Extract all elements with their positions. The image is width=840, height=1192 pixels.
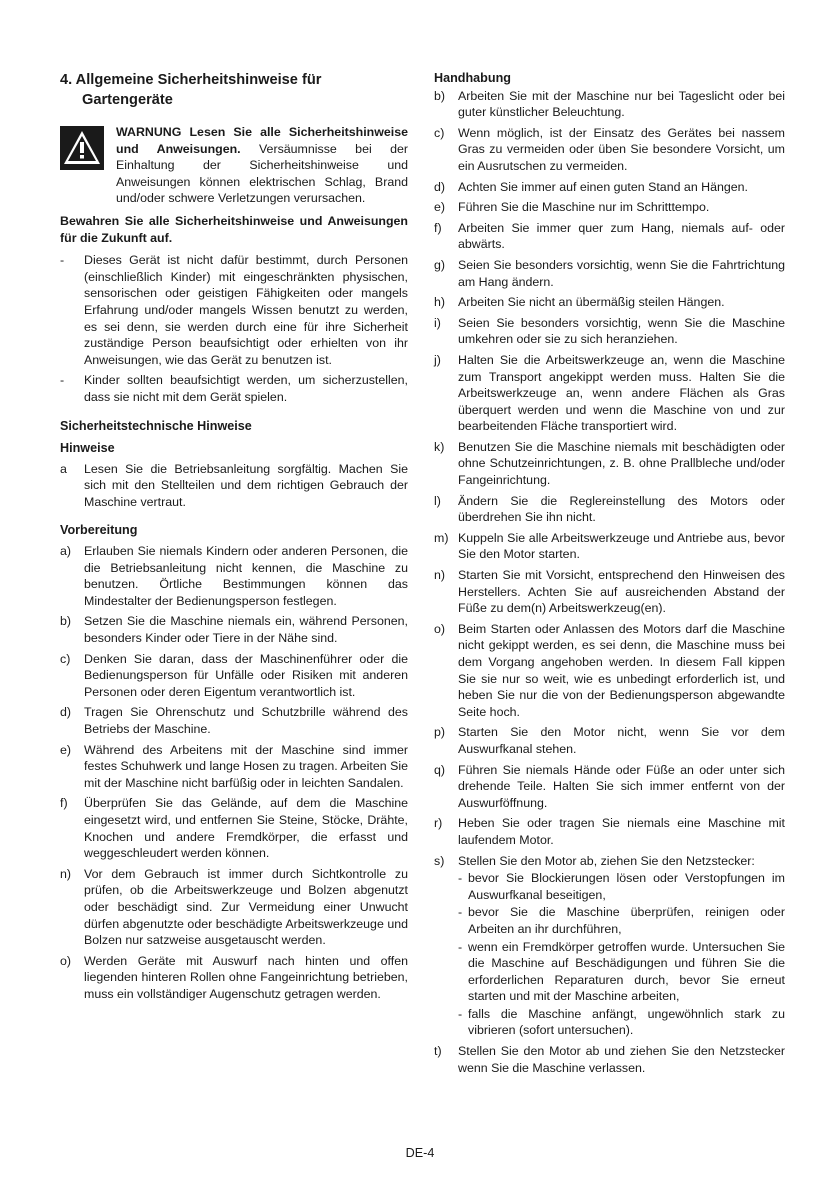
item-marker: c) <box>434 125 445 140</box>
item-text: Überprüfen Sie das Gelände, auf dem die Maschine eingesetzt wird, und entfernen Sie Steine, Stöcke, Drähte, Knochen und andere Fremdkörper, die erfasst und weggeschleudert werden können. <box>84 796 408 861</box>
item-marker: f) <box>434 220 442 235</box>
sub-item-text: bevor Sie die Maschine überprüfen, reinigen oder Arbeiten an ihr durchführen, <box>468 905 785 936</box>
item-marker: j) <box>434 352 441 367</box>
list-item <box>434 179 785 196</box>
sub-marker: - <box>458 871 463 886</box>
list-item <box>434 1043 785 1076</box>
sub-list-item <box>458 904 785 937</box>
item-marker: m) <box>434 530 449 545</box>
list-item <box>434 762 785 812</box>
list-item <box>60 461 408 511</box>
item-marker: r) <box>434 816 443 831</box>
item-text: Denken Sie daran, dass der Maschinenführer oder die Bedienungsperson für Unfälle oder Risiken mit anderen Personen oder deren Eigentum verantwortlich ist. <box>84 651 408 699</box>
item-text: Stellen Sie den Motor ab, ziehen Sie den Netzstecker: <box>458 853 755 868</box>
keep-instructions-note: Bewahren Sie alle Sicherheitshinweise und Anweisungen für die Zukunft auf. <box>60 213 408 245</box>
item-text: Arbeiten Sie immer quer zum Hang, niemals auf- oder abwärts. <box>458 220 785 252</box>
list-item <box>60 795 408 861</box>
list-item <box>60 252 408 368</box>
item-text: Setzen Sie die Maschine niemals ein, während Personen, besonders Kinder oder Tiere in der Nähe sind. <box>84 614 408 646</box>
handling-list <box>434 88 785 1077</box>
list-item <box>434 439 785 489</box>
safety-heading: Sicherheitstechnische Hinweise <box>60 418 252 433</box>
warning-body: Versäumnisse bei der Einhaltung der Sicherheitshinweise und Anweisungen können elektrischen Schlag, Brand und/oder schwere Verletzungen verursachen. <box>116 141 408 206</box>
item-text: Während des Arbeitens mit der Maschine sind immer festes Schuhwerk und lange Hosen zu tragen. Arbeiten Sie mit der Maschine nicht barfüßig oder in leichten Sandalen. <box>84 742 408 790</box>
item-marker: o) <box>434 621 446 636</box>
item-text: Seien Sie besonders vorsichtig, wenn Sie die Maschine umkehren oder sie zu sich heranziehen. <box>458 315 785 347</box>
warning-block <box>60 124 408 207</box>
preparation-heading: Vorbereitung <box>60 523 138 538</box>
list-item <box>434 257 785 290</box>
preparation-list <box>60 543 408 1002</box>
item-text: Starten Sie den Motor nicht, wenn Sie vor dem Auswurfkanal stehen. <box>458 725 785 756</box>
item-text: Tragen Sie Ohrenschutz und Schutzbrille während des Betriebs der Maschine. <box>84 705 408 736</box>
item-marker: d) <box>434 179 446 194</box>
section-title: 4. Allgemeine Sicherheitshinweise für Gartengeräte <box>60 72 322 108</box>
item-text: Vor dem Gebrauch ist immer durch Sichtkontrolle zu prüfen, ob die Arbeitswerkzeuge und Bolzen abgenutzt oder beschädigt sind. Zur Vermeidung einer Unwucht dürfen abgenutzte oder beschädigte Arbeitswerkzeuge und Bolzen nur satzweise ausgetauscht werden. <box>84 866 408 948</box>
item-text: Dieses Gerät ist nicht dafür bestimmt, durch Personen (einschließlich Kinder) mit eingeschränkten physischen, sensorischen oder geistigen Fähigkeiten oder mangels Erfahrung und/oder mangels Wissen benutzt zu werden, es sei denn, sie werden durch eine für ihre Sicherheit zuständige Person beaufsichtigt oder erhielten von ihr Anweisungen, wie das Gerät zu benutzen ist. <box>84 253 408 367</box>
item-marker: - <box>60 253 65 268</box>
item-text: Arbeiten Sie nicht an übermäßig steilen Hängen. <box>458 295 725 310</box>
item-text: Ändern Sie die Reglereinstellung des Motors oder überdrehen Sie ihn nicht. <box>458 493 785 525</box>
list-item <box>434 315 785 348</box>
sub-marker: - <box>458 905 463 920</box>
list-item <box>434 88 785 121</box>
sub-item-text: falls die Maschine anfängt, ungewöhnlich stark zu vibrieren (sofort untersuchen). <box>468 1006 785 1038</box>
list-item <box>60 704 408 737</box>
item-marker: l) <box>434 493 441 508</box>
warning-lead: WARNUNG Lesen Sie alle Sicherheitshinweise und Anweisungen. <box>116 125 408 156</box>
item-marker: n) <box>434 568 446 583</box>
sub-item-text: wenn ein Fremdkörper getroffen wurde. Untersuchen Sie die Maschine auf Beschädigungen und führen Sie die erforderlichen Reparaturen durch, bevor Sie erneut starten und mit der Maschine arbeiten, <box>468 939 785 1004</box>
item-text: Seien Sie besonders vorsichtig, wenn Sie die Fahrtrichtung am Hang ändern. <box>458 257 785 289</box>
list-item <box>60 651 408 701</box>
item-text: Erlauben Sie niemals Kindern oder anderen Personen, die die Betriebsanleitung nicht kennen, die Maschine zu benutzen. Örtliche Bestimmungen können das Mindestalter der Bedienungsperson festlegen. <box>84 544 408 608</box>
page-number: DE-4 <box>405 1146 435 1160</box>
item-text: Benutzen Sie die Maschine niemals mit beschädigten oder ohne Schutzeinrichtungen, z. B. ohne Prallbleche und/oder Fangeinrichtung. <box>458 439 785 488</box>
item-text: Starten Sie mit Vorsicht, entsprechend den Hinweisen des Herstellers. Achten Sie auf ausreichenden Abstand der Füße zu dem(n) Arbeitswerkzeug(en). <box>458 568 785 616</box>
item-marker: q) <box>434 762 446 777</box>
item-marker: s) <box>434 853 445 868</box>
item-marker: b) <box>434 88 446 103</box>
warning-triangle-icon <box>60 126 104 170</box>
sub-list-item <box>458 1006 785 1039</box>
hints-heading: Hinweise <box>60 441 115 456</box>
item-marker: i) <box>434 315 441 330</box>
item-marker: e) <box>60 742 72 757</box>
list-item <box>60 742 408 792</box>
item-text: Beim Starten oder Anlassen des Motors darf die Maschine nicht gekippt werden, es sei denn, die Maschine muss bei dem Vorgang angehoben werden. In diesem Fall kippen Sie sie nur so weit, wie es unbedingt erforderlich ist, und heben Sie nur die von der Bedienungsperson abgewandte Seite hoch. <box>458 621 785 719</box>
list-item <box>60 543 408 609</box>
warning-text <box>116 124 408 207</box>
list-item <box>434 853 785 870</box>
item-marker: - <box>60 373 65 388</box>
item-marker: c) <box>60 651 71 666</box>
item-text: Werden Geräte mit Auswurf nach hinten und offen liegenden hinteren Rollen ohne Fangeinrichtung betrieben, muss ein vollständiger Augenschutz getragen werden. <box>84 953 408 1001</box>
list-item <box>434 493 785 526</box>
sub-list-item <box>458 939 785 1005</box>
item-text: Stellen Sie den Motor ab und ziehen Sie den Netzstecker wenn Sie die Maschine verlassen. <box>458 1044 785 1075</box>
handling-heading: Handhabung <box>434 71 511 85</box>
item-marker: o) <box>60 953 72 968</box>
intro-list <box>60 252 408 405</box>
left-column <box>60 70 408 1007</box>
item-marker: b) <box>60 614 72 629</box>
list-item <box>434 724 785 757</box>
item-text: Kuppeln Sie alle Arbeitswerkzeuge und Antriebe aus, bevor Sie den Motor starten. <box>458 530 785 562</box>
list-item <box>434 352 785 435</box>
item-marker: k) <box>434 439 445 454</box>
sub-marker: - <box>458 1006 463 1021</box>
item-marker: n) <box>60 866 72 881</box>
sub-item-text: bevor Sie Blockierungen lösen oder Verstopfungen im Auswurfkanal beseitigen, <box>468 871 785 902</box>
item-text: Halten Sie die Arbeitswerkzeuge an, wenn die Maschine zum Transport angekippt werden muss. Halten Sie die Arbeitswerkzeuge an, wenn andere Flächen als Gras überquert werden und wenn die Maschine von und zur bearbeitenden Fläche transportiert wird. <box>458 352 785 434</box>
item-marker: p) <box>434 725 446 740</box>
item-text: Heben Sie oder tragen Sie niemals eine Maschine mit laufendem Motor. <box>458 816 785 847</box>
item-marker: e) <box>434 200 446 215</box>
item-marker: f) <box>60 796 68 811</box>
list-item <box>60 372 408 405</box>
item-text: Achten Sie immer auf einen guten Stand an Hängen. <box>458 179 748 194</box>
list-item <box>60 953 408 1003</box>
item-marker: a) <box>60 544 72 559</box>
list-item <box>434 567 785 617</box>
item-marker: g) <box>434 257 446 272</box>
list-item <box>434 294 785 311</box>
list-item <box>60 866 408 949</box>
item-text: Kinder sollten beaufsichtigt werden, um sicherzustellen, dass sie nicht mit dem Gerät spielen. <box>84 373 408 404</box>
item-marker: d) <box>60 705 72 720</box>
list-item <box>434 815 785 848</box>
sub-list-item <box>458 870 785 903</box>
right-column <box>434 70 785 1080</box>
item-marker: a <box>60 461 67 476</box>
sub-marker: - <box>458 939 463 954</box>
list-item <box>434 530 785 563</box>
item-text: Arbeiten Sie mit der Maschine nur bei Tageslicht oder bei guter künstlicher Beleuchtung. <box>458 88 785 120</box>
item-marker: t) <box>434 1044 442 1059</box>
item-text: Wenn möglich, ist der Einsatz des Gerätes bei nassem Gras zu vermeiden oder üben Sie besondere Vorsicht, um ein Ausrutschen zu vermeiden. <box>458 125 785 173</box>
list-item <box>434 220 785 253</box>
item-text: Führen Sie die Maschine nur im Schritttempo. <box>458 200 710 215</box>
item-text: Führen Sie niemals Hände oder Füße an oder unter sich drehende Teile. Halten Sie sich immer entfernt von der Auswurföffnung. <box>458 762 785 810</box>
list-item <box>434 125 785 175</box>
list-item <box>60 613 408 646</box>
item-text: Lesen Sie die Betriebsanleitung sorgfältig. Machen Sie sich mit den Stellteilen und dem richtigen Gebrauch der Maschine vertraut. <box>84 461 408 509</box>
list-item <box>434 621 785 721</box>
list-item <box>434 199 785 216</box>
item-marker: h) <box>434 295 446 310</box>
